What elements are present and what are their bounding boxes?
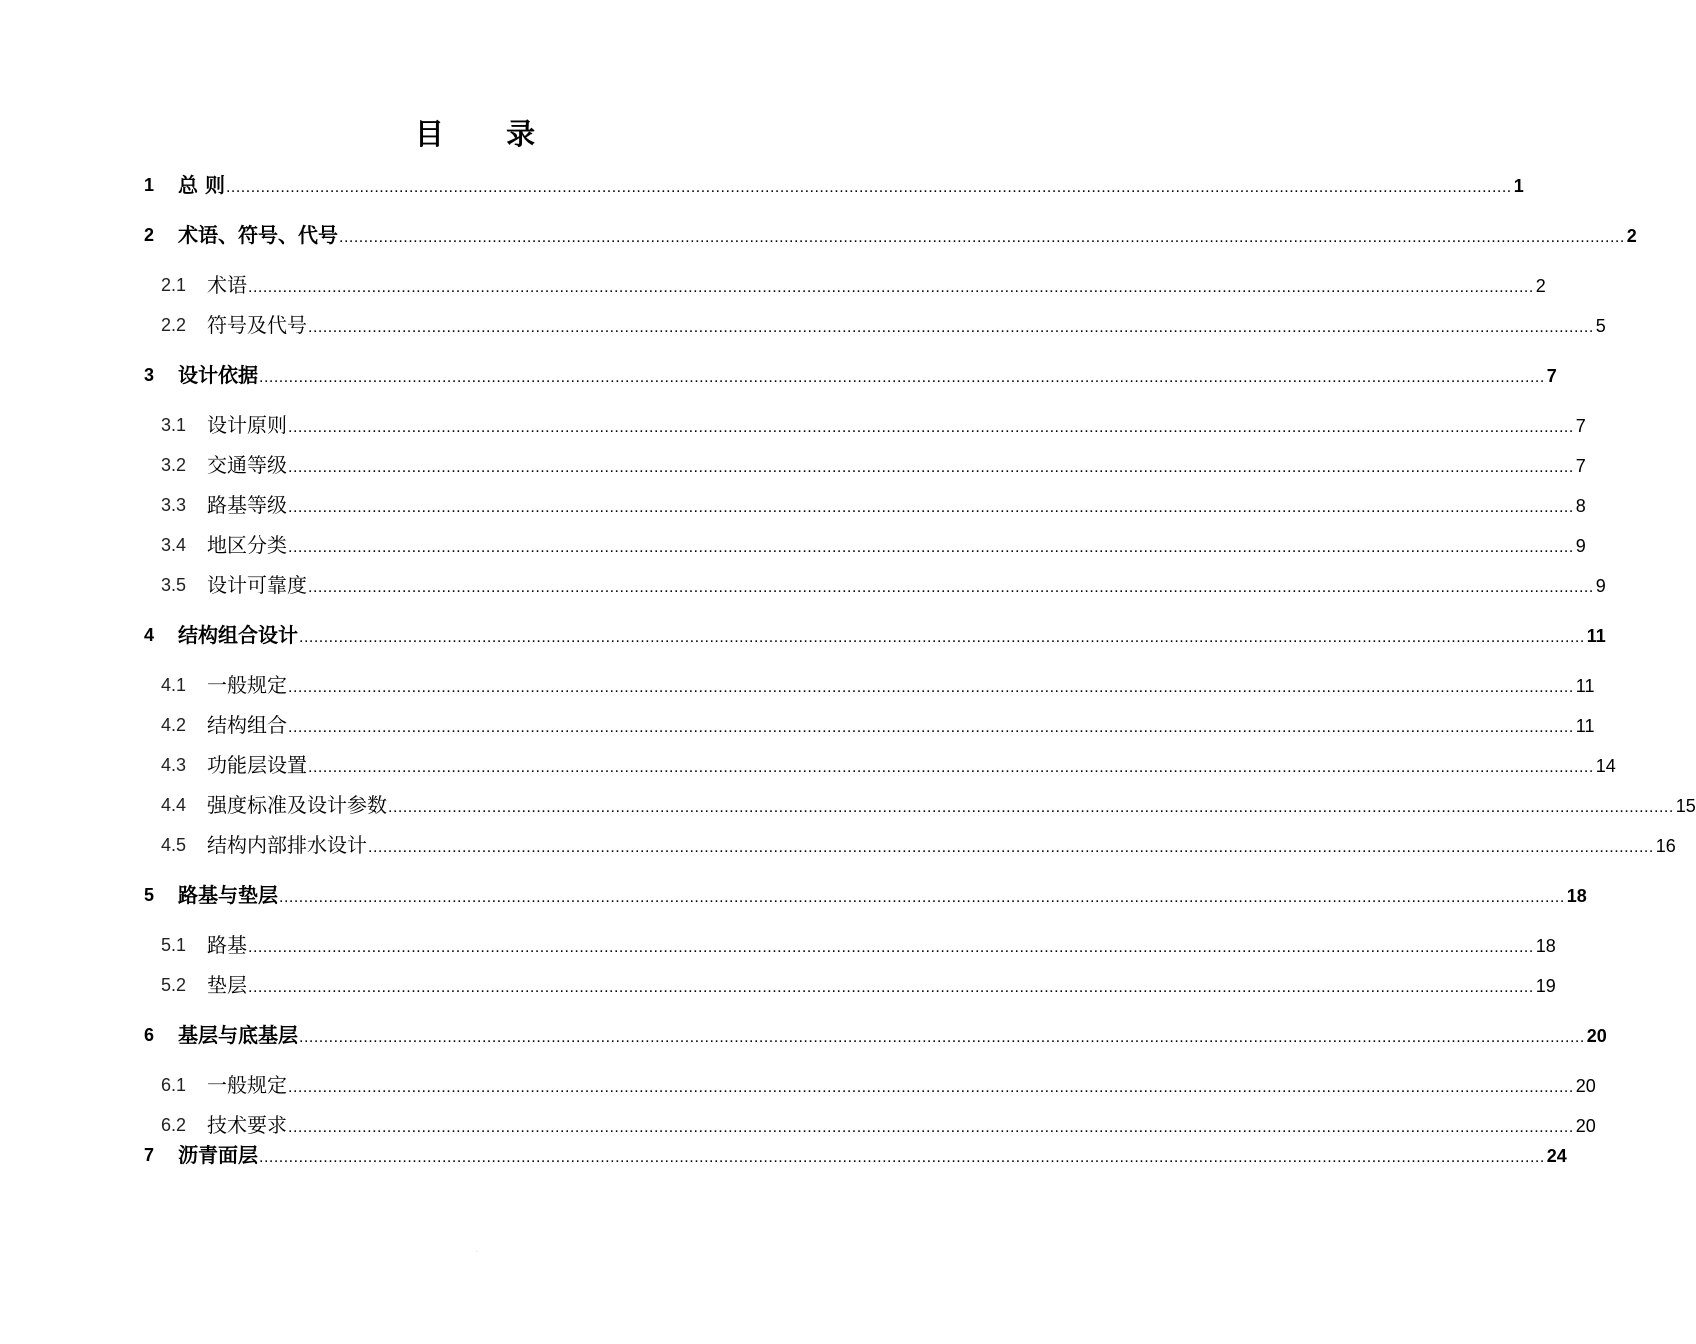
toc-page-number: 11 xyxy=(1586,626,1606,646)
toc-entry-number: 6 xyxy=(144,1025,155,1045)
toc-entry-line xyxy=(207,930,1556,960)
toc-dot-leader: .................................................................................................................................................................................................................................................................... xyxy=(288,1079,1574,1096)
toc-dot-leader: .................................................................................................................................................................................................................................................................... xyxy=(368,839,1654,856)
toc-entry-number: 4.3 xyxy=(161,755,187,775)
toc-page-number: 11 xyxy=(1575,676,1595,696)
toc-chapter-entry[interactable] xyxy=(0,880,1587,910)
toc-entry-line xyxy=(207,310,1606,340)
toc-entry-title: 结构内部排水设计 xyxy=(207,833,367,857)
toc-page-number: 1 xyxy=(1513,176,1524,196)
toc-entry-line xyxy=(207,490,1586,520)
toc-section-entry[interactable] xyxy=(0,830,1676,860)
toc-dot-leader: .................................................................................................................................................................................................................................................................... xyxy=(308,319,1594,336)
toc-entry-number: 2 xyxy=(144,225,155,245)
toc-section-entry[interactable] xyxy=(0,1110,1596,1140)
toc-entry-title: 垫层 xyxy=(207,973,247,997)
toc-entry-title: 术语、符号、代号 xyxy=(178,223,338,247)
toc-entry-line xyxy=(207,1110,1596,1140)
toc-entry-title: 结构组合设计 xyxy=(178,623,298,647)
toc-section-entry[interactable] xyxy=(0,450,1586,480)
toc-dot-leader: .................................................................................................................................................................................................................................................................... xyxy=(288,719,1574,736)
toc-entry-title: 功能层设置 xyxy=(207,753,307,777)
toc-dot-leader: .................................................................................................................................................................................................................................................................... xyxy=(288,1119,1574,1136)
toc-entry-number: 5 xyxy=(144,885,155,905)
toc-entry-title: 技术要求 xyxy=(207,1113,287,1137)
toc-dot-leader: .................................................................................................................................................................................................................................................................... xyxy=(279,889,1565,906)
toc-page-number: 7 xyxy=(1546,366,1557,386)
toc-entry-number: 2.2 xyxy=(161,315,187,335)
toc-section-entry[interactable] xyxy=(0,930,1556,960)
toc-page-number: 2 xyxy=(1626,226,1637,246)
toc-entry-title: 路基与垫层 xyxy=(178,883,278,907)
toc-entry-line xyxy=(207,790,1696,820)
toc-page-number: 18 xyxy=(1535,936,1556,956)
toc-entry-line xyxy=(178,1140,1567,1170)
toc-page-number: 24 xyxy=(1546,1146,1567,1166)
toc-entry-title: 符号及代号 xyxy=(207,313,307,337)
toc-page-number: 16 xyxy=(1655,836,1676,856)
toc-dot-leader: .................................................................................................................................................................................................................................................................... xyxy=(288,679,1574,696)
toc-entry-number: 4.2 xyxy=(161,715,187,735)
toc-dot-leader: .................................................................................................................................................................................................................................................................... xyxy=(225,179,1512,196)
toc-entry-title: 地区分类 xyxy=(207,533,287,557)
toc-entry-line xyxy=(207,530,1586,560)
toc-dot-leader: .................................................................................................................................................................................................................................................................... xyxy=(259,1149,1545,1166)
toc-entry-title: 一般规定 xyxy=(207,673,287,697)
toc-section-entry[interactable] xyxy=(0,790,1696,820)
toc-entry-line xyxy=(207,830,1676,860)
page-footer-mark: . xyxy=(476,1248,478,1254)
toc-page-number: 20 xyxy=(1586,1026,1607,1046)
toc-page-number: 14 xyxy=(1595,756,1616,776)
toc-entry-number: 6.2 xyxy=(161,1115,187,1135)
toc-entry-number: 3.1 xyxy=(161,415,187,435)
toc-dot-leader: .................................................................................................................................................................................................................................................................... xyxy=(288,499,1574,516)
toc-entry-number: 3.5 xyxy=(161,575,187,595)
toc-entry-title: 交通等级 xyxy=(207,453,287,477)
toc-section-entry[interactable] xyxy=(0,750,1616,780)
toc-page-number: 2 xyxy=(1535,276,1546,296)
toc-entry-number: 3.3 xyxy=(161,495,187,515)
toc-section-entry[interactable] xyxy=(0,1070,1596,1100)
toc-entry-line xyxy=(178,220,1637,250)
toc-dot-leader: .................................................................................................................................................................................................................................................................... xyxy=(339,229,1625,246)
toc-section-entry[interactable] xyxy=(0,710,1595,740)
toc-dot-leader: .................................................................................................................................................................................................................................................................... xyxy=(288,459,1574,476)
toc-entry-title: 结构组合 xyxy=(207,713,287,737)
toc-dot-leader: .................................................................................................................................................................................................................................................................... xyxy=(248,979,1534,996)
toc-entry-title: 强度标准及设计参数 xyxy=(207,793,387,817)
toc-page-number: 7 xyxy=(1575,456,1586,476)
toc-entry-line xyxy=(207,970,1556,1000)
page-title: 目 录 xyxy=(414,117,562,151)
toc-entry-line xyxy=(207,270,1546,300)
toc-entry-title: 路基等级 xyxy=(207,493,287,517)
toc-chapter-entry[interactable] xyxy=(0,360,1557,390)
toc-entry-line xyxy=(207,410,1586,440)
toc-section-entry[interactable] xyxy=(0,410,1586,440)
toc-entry-number: 3 xyxy=(144,365,155,385)
toc-section-entry[interactable] xyxy=(0,670,1595,700)
toc-dot-leader: .................................................................................................................................................................................................................................................................... xyxy=(388,799,1674,816)
toc-chapter-entry[interactable] xyxy=(0,1140,1567,1170)
toc-entry-title: 基层与底基层 xyxy=(178,1023,298,1047)
toc-page-number: 5 xyxy=(1595,316,1606,336)
toc-page-number: 7 xyxy=(1575,416,1586,436)
toc-entry-line xyxy=(178,1020,1607,1050)
toc-entry-line xyxy=(178,620,1606,650)
toc-page-number: 19 xyxy=(1535,976,1556,996)
toc-entry-line xyxy=(178,170,1524,200)
toc-dot-leader: .................................................................................................................................................................................................................................................................... xyxy=(248,279,1534,296)
toc-entry-title: 总 则 xyxy=(178,173,225,197)
toc-entry-line xyxy=(207,670,1595,700)
toc-page-number: 20 xyxy=(1575,1116,1596,1136)
toc-entry-title: 路基 xyxy=(207,933,247,957)
toc-page-number: 18 xyxy=(1566,886,1587,906)
toc-entry-number: 6.1 xyxy=(161,1075,187,1095)
toc-dot-leader: .................................................................................................................................................................................................................................................................... xyxy=(288,419,1574,436)
toc-entry-title: 沥青面层 xyxy=(178,1143,258,1167)
toc-chapter-entry[interactable] xyxy=(0,170,1524,200)
toc-entry-title: 设计可靠度 xyxy=(207,573,307,597)
toc-section-entry[interactable] xyxy=(0,270,1546,300)
toc-entry-line xyxy=(178,880,1587,910)
toc-entry-line xyxy=(178,360,1557,390)
toc-entry-number: 4 xyxy=(144,625,155,645)
toc-page-number: 20 xyxy=(1575,1076,1596,1096)
toc-entry-number: 3.4 xyxy=(161,535,187,555)
toc-section-entry[interactable] xyxy=(0,570,1606,600)
toc-entry-line xyxy=(207,750,1616,780)
toc-section-entry[interactable] xyxy=(0,970,1556,1000)
toc-section-entry[interactable] xyxy=(0,310,1606,340)
toc-entry-number: 7 xyxy=(144,1145,155,1165)
toc-chapter-entry[interactable] xyxy=(0,1020,1607,1050)
toc-dot-leader: .................................................................................................................................................................................................................................................................... xyxy=(248,939,1534,956)
toc-chapter-entry[interactable] xyxy=(0,220,1637,250)
toc-entry-number: 3.2 xyxy=(161,455,187,475)
toc-entry-number: 4.4 xyxy=(161,795,187,815)
toc-entry-title: 设计原则 xyxy=(207,413,287,437)
toc-dot-leader: .................................................................................................................................................................................................................................................................... xyxy=(299,629,1585,646)
toc-entry-title: 设计依据 xyxy=(178,363,258,387)
toc-page-number: 8 xyxy=(1575,496,1586,516)
toc-entry-number: 5.1 xyxy=(161,935,187,955)
toc-page-number: 15 xyxy=(1675,796,1696,816)
toc-section-entry[interactable] xyxy=(0,530,1586,560)
toc-section-entry[interactable] xyxy=(0,490,1586,520)
toc-entry-number: 5.2 xyxy=(161,975,187,995)
toc-entry-number: 1 xyxy=(144,175,155,195)
toc-dot-leader: .................................................................................................................................................................................................................................................................... xyxy=(299,1029,1585,1046)
toc-entry-line xyxy=(207,1070,1596,1100)
toc-entry-line xyxy=(207,450,1586,480)
toc-entry-line xyxy=(207,710,1595,740)
toc-chapter-entry[interactable] xyxy=(0,620,1606,650)
toc-entry-line xyxy=(207,570,1606,600)
toc-entry-number: 2.1 xyxy=(161,275,187,295)
toc-entry-number: 4.1 xyxy=(161,675,187,695)
toc-entry-title: 术语 xyxy=(207,273,247,297)
toc-page-number: 11 xyxy=(1575,716,1595,736)
toc-dot-leader: .................................................................................................................................................................................................................................................................... xyxy=(288,539,1574,556)
toc-dot-leader: .................................................................................................................................................................................................................................................................... xyxy=(259,369,1545,386)
toc-page-number: 9 xyxy=(1575,536,1586,556)
toc-entry-number: 4.5 xyxy=(161,835,187,855)
toc-entry-title: 一般规定 xyxy=(207,1073,287,1097)
toc-page-number: 9 xyxy=(1595,576,1606,596)
toc-dot-leader: .................................................................................................................................................................................................................................................................... xyxy=(308,579,1594,596)
toc-dot-leader: .................................................................................................................................................................................................................................................................... xyxy=(308,759,1594,776)
